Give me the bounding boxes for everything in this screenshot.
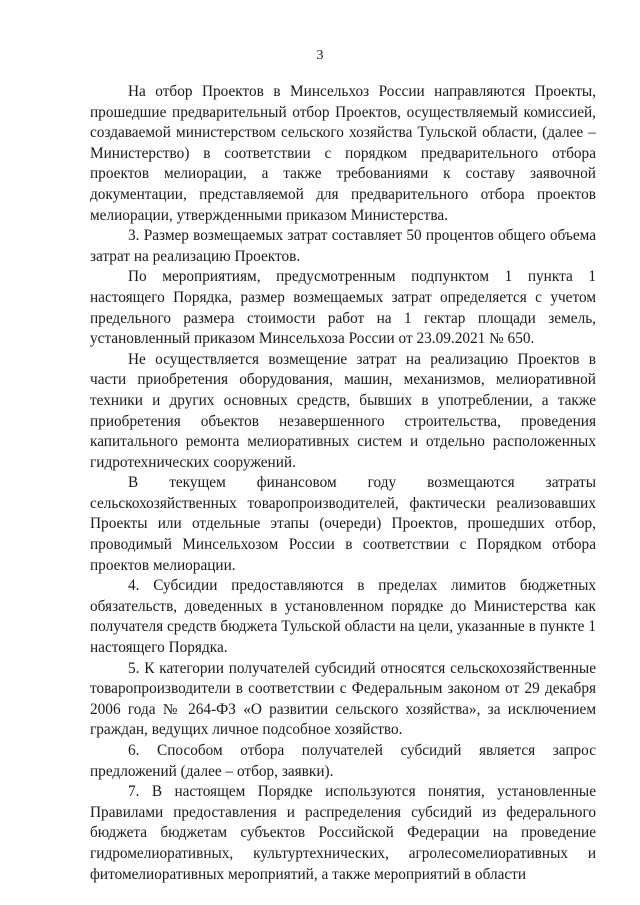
paragraph-preliminary-selection: На отбор Проектов в Минсельхоз России направляются Проекты, прошедшие предварительный отбор Проектов, осуществляемый комиссией, создаваемой министерством сельского хозяйства Тульской области, (далее – Министерство) в соответствии с порядком предварительного отбора проектов мелиорации, а также требованиями к составу заявочной документации, представляемой для предварительного отбора проектов мелиорации, утвержденными приказом Министерства. [90, 83, 596, 224]
paragraph-current-year: В текущем финансовом году возмещаются затраты сельскохозяйственных товаропроизводителей, фактически реализовавших Проекты или отдельные этапы (очереди) Проектов, прошедших отбор, проводимый Минсельхозом России в соответствии с Порядком отбора проектов мелиорации. [90, 474, 596, 574]
paragraph-exclusions: Не осуществляется возмещение затрат на реализацию Проектов в части приобретения оборудования, машин, механизмов, мелиоративной техники и других основных средств, бывших в употреблении, а также приобретения объектов незавершенного строительства, проведения капитального ремонта мелиоративных систем и отдельно расположенных гидротехнических сооружений. [90, 350, 596, 471]
paragraph-item-5: 5. К категории получателей субсидий относятся сельскохозяйственные товаропроизводители в соответствии с Федеральным законом от 29 декабря 2006 года № 264-ФЗ «О развитии сельского хозяйства», за исключением граждан, ведущих личное подсобное хозяйство. [90, 659, 596, 739]
paragraph-item-6: 6. Способом отбора получателей субсидий является запрос предложений (далее – отбор, заявки). [90, 742, 596, 780]
document-body [90, 82, 596, 885]
paragraph-cost-limit: По мероприятиям, предусмотренным подпунктом 1 пункта 1 настоящего Порядка, размер возмещаемых затрат определяется с учетом предельного размера стоимости работ на 1 гектар площади земель, установленный приказом Минсельхоза России от 23.09.2021 № 650. [90, 268, 596, 348]
page-number: 3 [316, 48, 324, 63]
paragraph-item-4: 4. Субсидии предоставляются в пределах лимитов бюджетных обязательств, доведенных в установленном порядке до Министерства как получателя средств бюджета Тульской области на цели, указанные в пункте 1 настоящего Порядка. [90, 577, 596, 657]
paragraph-item-7: 7. В настоящем Порядке используются понятия, установленные Правилами предоставления и распределения субсидий из федерального бюджета бюджетам субъектов Российской Федерации на проведение гидромелиоративных, культуртехнических, агролесомелиоративных и фитомелиоративных мероприятий, а также мероприятий в области [90, 783, 596, 883]
paragraph-item-3: 3. Размер возмещаемых затрат составляет 50 процентов общего объема затрат на реализацию Проектов. [90, 227, 596, 265]
